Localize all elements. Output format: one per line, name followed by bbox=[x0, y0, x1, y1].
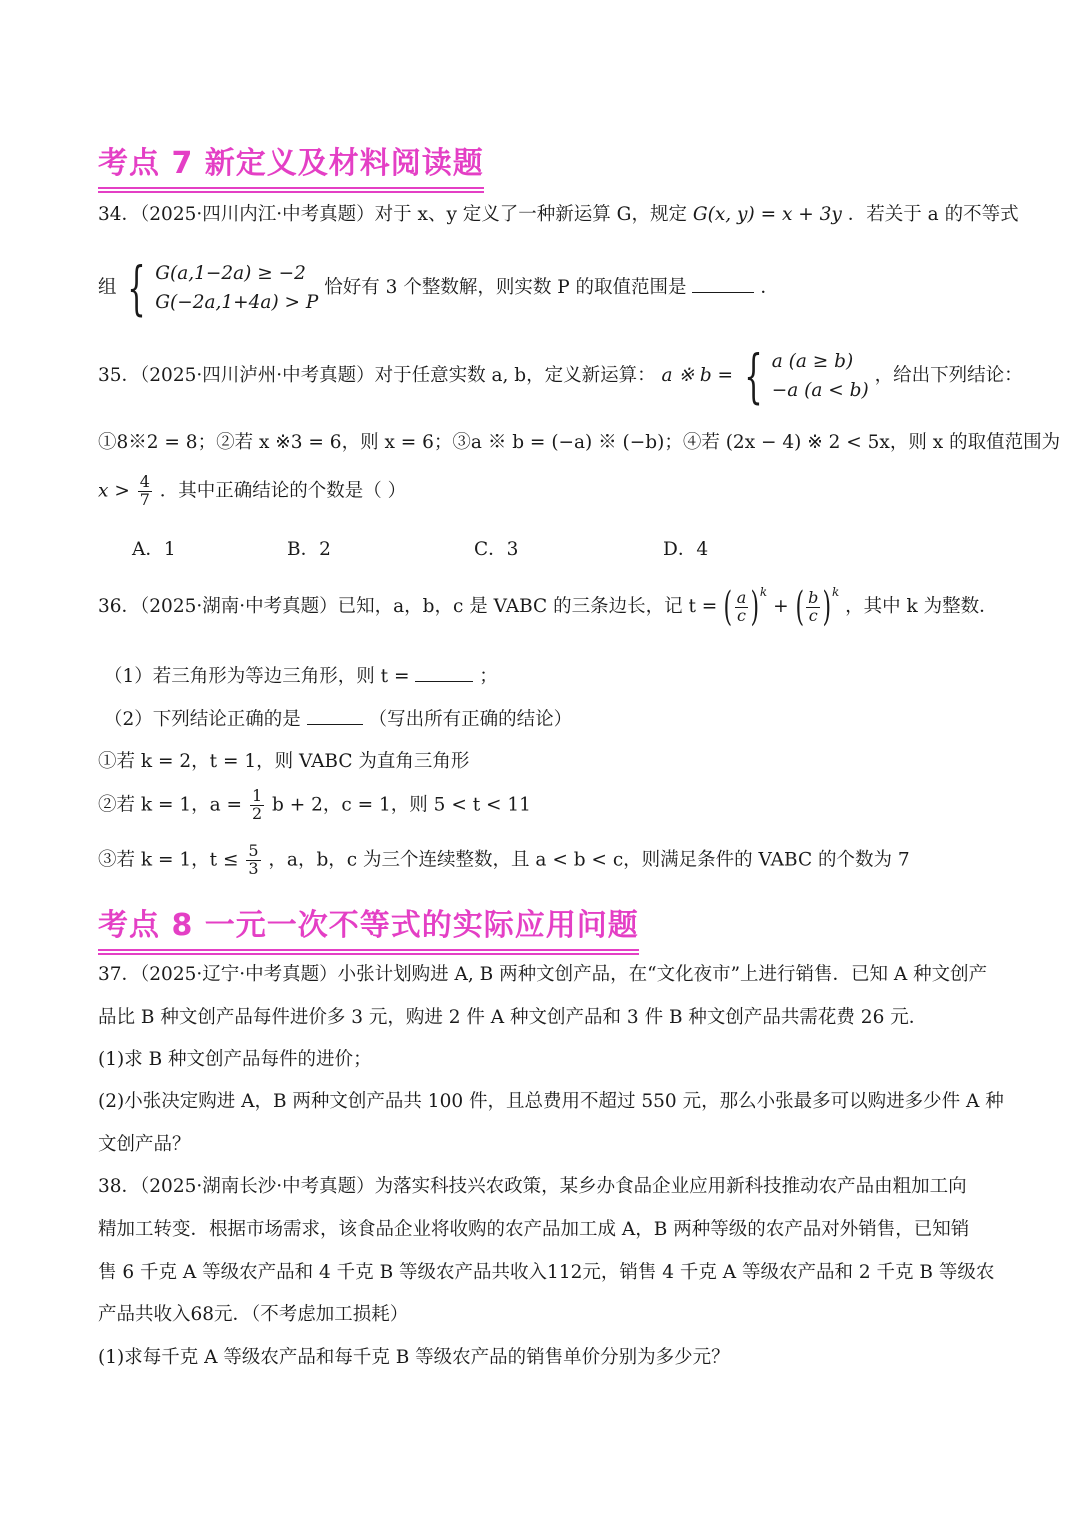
q36-line1 bbox=[98, 584, 998, 630]
plus-sign: + bbox=[773, 596, 789, 617]
fraction-denominator: 7 bbox=[139, 489, 150, 509]
q35-text: ，给出下列结论： bbox=[874, 365, 1023, 386]
q37-line4: (2)小张决定购进 A，B 两种文创产品共 100 件，且总费用不超过 550 元，那么小张最多可以购进多少件 A 种 bbox=[98, 1091, 1004, 1112]
fraction bbox=[735, 587, 749, 625]
q34-text: ．若关于 a 的不等式 bbox=[847, 204, 1019, 225]
option-b: B．2 bbox=[287, 539, 331, 560]
q37-line1: 37．（2025·辽宁·中考真题）小张计划购进 A, B 两种文创产品，在“文化夜市”上进行销售．已知 A 种文创产 bbox=[98, 964, 988, 985]
q36-conclusion-2 bbox=[98, 788, 531, 823]
fraction-denominator: 2 bbox=[251, 803, 263, 823]
heading-underline bbox=[98, 191, 484, 193]
q36-part2 bbox=[104, 705, 572, 731]
fraction-denominator: c bbox=[737, 605, 747, 625]
answer-blank bbox=[307, 710, 363, 725]
q34-text: ． bbox=[760, 277, 779, 298]
exponent: k bbox=[759, 585, 768, 599]
q36-part1 bbox=[104, 662, 498, 688]
paren-symbol: ) bbox=[750, 584, 760, 630]
q34-line2 bbox=[98, 254, 779, 322]
section-8-heading bbox=[98, 900, 639, 944]
fraction-numerator: 5 bbox=[248, 841, 259, 860]
q34-text: 组 bbox=[98, 277, 117, 298]
q36-conclusion-1: ①若 k = 2，t = 1，则 VABC 为直角三角形 bbox=[98, 751, 470, 772]
q36-text: ； bbox=[479, 666, 498, 687]
piecewise-definition bbox=[772, 347, 869, 405]
q34-text: 恰好有 3 个整数解，则实数 P 的取值范围是 bbox=[324, 277, 687, 298]
q36-text: （1）若三角形为等边三角形，则 t = bbox=[104, 666, 410, 687]
case-1: a (a ≥ b) bbox=[771, 351, 854, 372]
q38-line5: (1)求每千克 A 等级农产品和每千克 B 等级农产品的销售单价分别为多少元？ bbox=[98, 1347, 730, 1368]
q36-text: ，其中 k 为整数． bbox=[845, 596, 998, 617]
q36-text: ③若 k = 1，t ≤ bbox=[98, 849, 239, 871]
q35-text: 35．（2025·四川泸州·中考真题）对于任意实数 a, b，定义新运算： bbox=[98, 365, 656, 386]
q36-text: 36．（2025·湖南·中考真题）已知，a，b，c 是 VABC 的三条边长，记 t = bbox=[98, 596, 718, 617]
q36-text: ②若 k = 1，a = bbox=[98, 794, 243, 816]
q37-line3: (1)求 B 种文创产品每件的进价； bbox=[98, 1049, 372, 1070]
exponent: k bbox=[831, 585, 840, 599]
inequality-2: G(−2a,1+4a) > P bbox=[155, 292, 319, 313]
q37-line5: 文创产品？ bbox=[98, 1134, 191, 1155]
q35-operation: a ※ b = bbox=[661, 365, 734, 386]
q38-line4: 产品共收入68元．（不考虑加工损耗） bbox=[98, 1304, 409, 1325]
brace-symbol: { bbox=[127, 254, 147, 322]
fraction-numerator: 4 bbox=[139, 472, 150, 491]
q38-line3: 售 6 千克 A 等级农产品和 4 千克 B 等级农产品共收入112元，销售 4 千克 A 等级农产品和 2 千克 B 等级农 bbox=[98, 1262, 995, 1283]
option-a: A．1 bbox=[132, 539, 176, 560]
q36-conclusion-3 bbox=[98, 843, 910, 878]
q36-text: b + 2，c = 1，则 5 < t < 11 bbox=[272, 794, 531, 816]
q38-line2: 精加工转变．根据市场需求，该食品企业将收购的农产品加工成 A，B 两种等级的农产品对外销售，已知销 bbox=[98, 1219, 970, 1240]
case-2: −a (a < b) bbox=[771, 380, 869, 401]
q34-definition: G(x, y) = x + 3y bbox=[692, 204, 842, 225]
q35-line3 bbox=[98, 474, 406, 509]
section-7-heading bbox=[98, 138, 484, 182]
section-8-title: 考点 8 一元一次不等式的实际应用问题 bbox=[98, 908, 639, 943]
fraction-denominator: 3 bbox=[248, 858, 259, 878]
q36-text: （写出所有正确的结论） bbox=[368, 709, 573, 730]
q35-line2: ①8※2 = 8；②若 x ※3 = 6，则 x = 6；③a ※ b = (−a) ※ (−b)；④若 (2x − 4) ※ 2 < 5x，则 x 的取值范围为 bbox=[98, 432, 1061, 453]
fraction-denominator: c bbox=[808, 605, 818, 625]
q35-text: x > bbox=[98, 480, 130, 502]
q35-text: ．其中正确结论的个数是（ ） bbox=[159, 480, 407, 502]
heading-underline bbox=[98, 953, 639, 955]
q35-line1 bbox=[98, 342, 1023, 410]
fraction bbox=[246, 843, 260, 878]
q36-text: ，a，b，c 为三个连续整数，且 a < b < c，则满足条件的 VABC 的个数为 7 bbox=[268, 849, 910, 871]
fraction-numerator: a bbox=[736, 587, 747, 607]
heading-underline bbox=[98, 949, 639, 951]
paren-symbol: ( bbox=[795, 584, 804, 630]
paren-symbol: ) bbox=[822, 584, 832, 630]
q34-line1 bbox=[98, 200, 1019, 226]
answer-blank bbox=[415, 667, 473, 682]
fraction-numerator: 1 bbox=[251, 786, 263, 805]
option-d: D．4 bbox=[663, 539, 709, 560]
inequality-system bbox=[155, 259, 318, 317]
fraction-numerator: b bbox=[808, 587, 819, 607]
inequality-1: G(a,1−2a) ≥ −2 bbox=[155, 263, 306, 284]
fraction bbox=[806, 587, 820, 625]
option-c: C．3 bbox=[474, 539, 519, 560]
q38-line1: 38．（2025·湖南长沙·中考真题）为落实科技兴农政策，某乡办食品企业应用新科技推动农产品由粗加工向 bbox=[98, 1176, 967, 1197]
section-7-title: 考点 7 新定义及材料阅读题 bbox=[98, 146, 484, 181]
fraction bbox=[250, 788, 264, 823]
answer-blank bbox=[692, 278, 754, 293]
q34-text: 34．（2025·四川内江·中考真题）对于 x、y 定义了一种新运算 G，规定 bbox=[98, 204, 687, 225]
heading-underline bbox=[98, 187, 484, 189]
q37-line2: 品比 B 种文创产品每件进价多 3 元，购进 2 件 A 种文创产品和 3 件 B 种文创产品共需花费 26 元． bbox=[98, 1007, 928, 1028]
q36-text: （2）下列结论正确的是 bbox=[104, 709, 301, 730]
fraction bbox=[138, 474, 152, 509]
brace-symbol: { bbox=[744, 342, 763, 410]
paren-symbol: ( bbox=[723, 584, 733, 630]
